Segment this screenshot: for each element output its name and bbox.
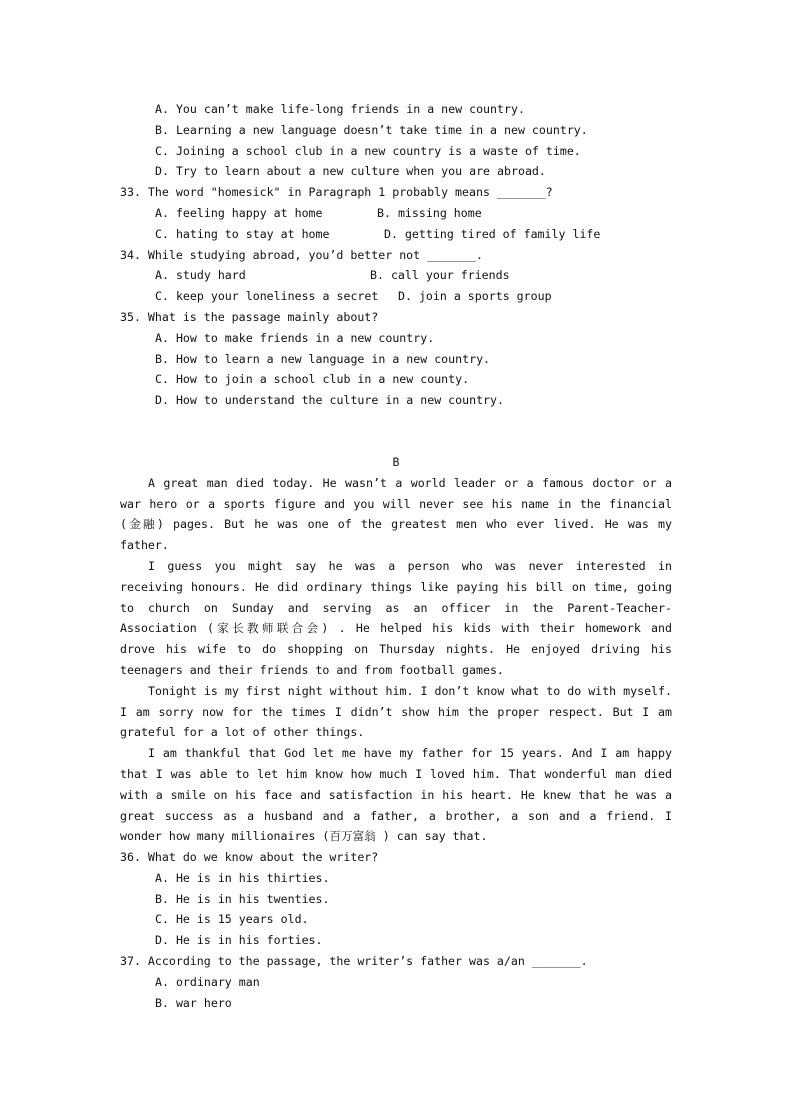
q36-option-d: D. He is in his forties.	[155, 933, 323, 948]
q36-option-c: C. He is 15 years old.	[155, 912, 309, 927]
q35-stem: 35. What is the passage mainly about?	[120, 309, 379, 324]
passage-paragraph-3	[120, 681, 672, 743]
passage-line: war hero or a sports figure and you will never see his name in the financial	[120, 496, 672, 511]
passage-paragraph-2	[120, 556, 672, 681]
passage-line: wonder how many millionaires (百万富翁 ) can say that.	[120, 829, 488, 844]
passage-line: to church on Sunday and serving as an officer in the Parent-Teacher-	[120, 600, 672, 615]
passage-line: I am thankful that God let me have my father for 15 years. And I am happy	[148, 746, 672, 761]
q32-option-c: C. Joining a school club in a new country is a waste of time.	[155, 143, 581, 158]
q33-options-row-1	[120, 203, 672, 224]
q37-stem: 37. According to the passage, the writer’s father was a/an _______.	[120, 954, 588, 969]
q34-stem: 34. While studying abroad, you’d better not _______.	[120, 247, 483, 262]
q36-stem: 36. What do we know about the writer?	[120, 850, 379, 865]
q35-option-b: B. How to learn a new language in a new country.	[155, 351, 491, 366]
passage-line: with a smile on his face and satisfaction in his heart. He knew that he was a	[120, 787, 672, 802]
q33-stem: 33. The word "homesick" in Paragraph 1 probably means _______?	[120, 185, 553, 200]
q36-option-b: B. He is in his twenties.	[155, 891, 330, 906]
q33-option-b: B. missing home	[377, 205, 482, 220]
passage-line: I am sorry now for the times I didn’t show him the proper respect. But I am	[120, 704, 672, 719]
q32-option-b: B. Learning a new language doesn’t take time in a new country.	[155, 122, 588, 137]
passage-line: that I was able to let him know how much I loved him. That wonderful man died	[120, 766, 672, 781]
exam-page	[120, 99, 672, 1013]
passage-line: receiving honours. He did ordinary things like paying his bill on time, going	[120, 579, 672, 594]
q34-option-b: B. call your friends	[370, 268, 510, 283]
passage-line: Tonight is my first night without him. I don’t know what to do with myself.	[148, 683, 672, 698]
q34-option-a: A. study hard	[155, 268, 246, 283]
q34-options-row-2	[120, 286, 672, 307]
passage-line: drove his wife to do shopping on Thursday nights. He enjoyed driving his	[120, 642, 672, 657]
q32-option-a: A. You can’t make life-long friends in a new country.	[155, 102, 525, 116]
q33-options-row-2	[120, 224, 672, 245]
q37-option-b: B. war hero	[155, 995, 232, 1010]
q34-option-c: C. keep your loneliness a secret	[155, 289, 379, 304]
q35-option-a: A. How to make friends in a new country.	[155, 330, 435, 345]
passage-line: A great man died today. He wasn’t a world leader or a famous doctor or a	[148, 475, 672, 490]
q35-option-d: D. How to understand the culture in a new country.	[155, 393, 505, 408]
q34-option-d: D. join a sports group	[398, 289, 552, 304]
q33-option-d: D. getting tired of family life	[384, 226, 601, 241]
q33-option-a: A. feeling happy at home	[155, 205, 323, 220]
passage-paragraph-4	[120, 743, 672, 847]
q37-option-a: A. ordinary man	[155, 974, 260, 989]
passage-paragraph-1	[120, 473, 672, 556]
passage-line: great success as a husband and a father, a brother, a son and a friend. I	[120, 808, 672, 823]
q34-options-row-1	[120, 265, 672, 286]
passage-line: grateful for a lot of other things.	[120, 725, 365, 740]
q32-option-d: D. Try to learn about a new culture when you are abroad.	[155, 164, 546, 179]
q36-option-a: A. He is in his thirties.	[155, 870, 330, 885]
section-gap	[120, 411, 672, 452]
passage-line: father.	[120, 538, 169, 553]
passage-line: Association (家长教师联合会) . He helped his kids with their homework and	[120, 621, 672, 636]
passage-line: (金融) pages. But he was one of the greatest men who ever lived. He was my	[120, 517, 672, 532]
q33-option-c: C. hating to stay at home	[155, 226, 330, 241]
section-b-heading: B	[392, 454, 400, 469]
passage-line: teenagers and their friends to and from football games.	[120, 662, 504, 677]
passage-line: I guess you might say he was a person who was never interested in	[148, 558, 672, 573]
q35-option-c: C. How to join a school club in a new county.	[155, 372, 470, 387]
